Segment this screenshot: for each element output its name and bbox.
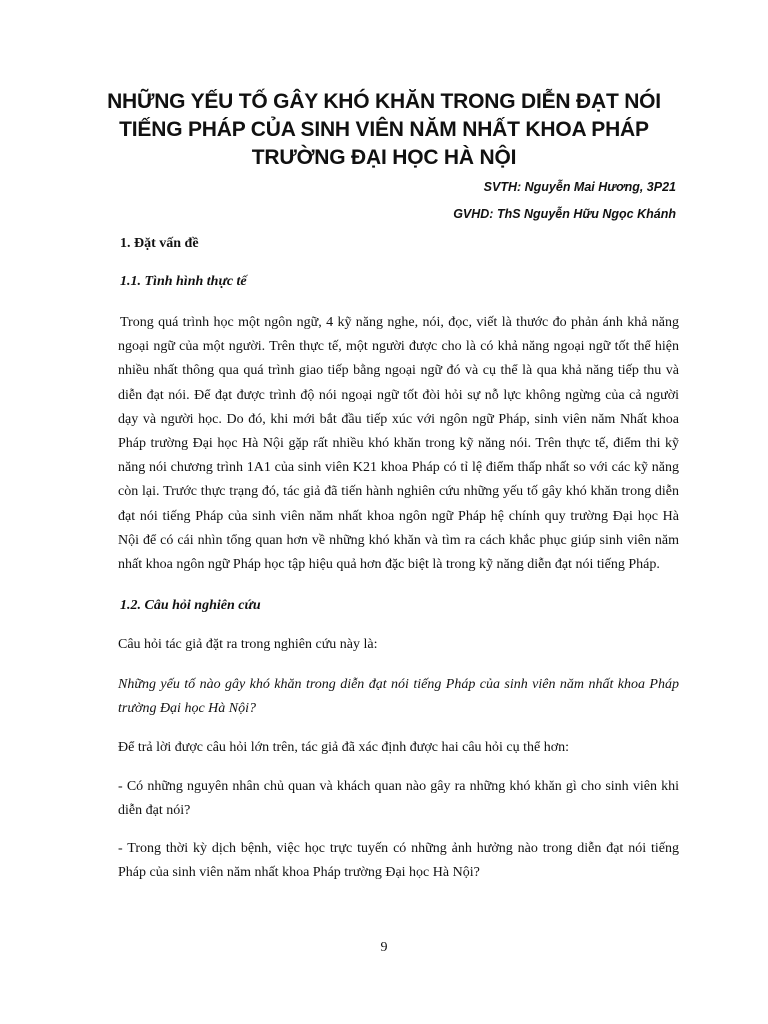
document-title [60, 88, 708, 172]
paragraph-question-lead: Để trả lời được câu hỏi lớn trên, tác giả đã xác định được hai câu hỏi cụ thể hơn: [118, 740, 570, 755]
student-author: SVTH: Nguyễn Mai Hương, 3P21 [483, 180, 676, 194]
title-line-2: TIẾNG PHÁP CỦA SINH VIÊN NĂM NHẤT KHOA PHÁP [119, 118, 649, 141]
research-question-2: - Trong thời kỳ dịch bệnh, việc học trực tuyến có những ảnh hưởng nào trong diễn đạt nói tiếng Pháp của sinh viên năm nhất khoa Pháp trường Đại học Hà Nội? [118, 841, 679, 881]
page-number: 9 [380, 940, 388, 955]
title-line-3: TRƯỜNG ĐẠI HỌC HÀ NỘI [251, 146, 517, 169]
research-question-1: - Có những nguyên nhân chủ quan và khách quan nào gây ra những khó khăn gì cho sinh viên khi diễn đạt nói? [118, 779, 679, 819]
section-heading-1: 1. Đặt vấn đề [120, 236, 199, 251]
paragraph-question-intro: Câu hỏi tác giả đặt ra trong nghiên cứu này là: [118, 637, 378, 652]
subsection-heading-1-2: 1.2. Câu hỏi nghiên cứu [120, 598, 261, 613]
paragraph-situation: Trong quá trình học một ngôn ngữ, 4 kỹ năng nghe, nói, đọc, viết là thước đo phản ánh khả năng ngoại ngữ của một người. Trên thực tế, một người được cho là có khả năng ngoại ngữ tốt thể hiện nhiều nhất thông qua quá trình giao tiếp bằng ngoại ngữ đó và cụ thể là qua khả năng tiếp thu và diễn đạt nói. Để đạt được trình độ nói ngoại ngữ tốt đòi hỏi sự nỗ lực không ngừng của cả người dạy và người học. Do đó, khi mới bắt đầu tiếp xúc với ngôn ngữ Pháp, sinh viên năm Nhất khoa Pháp trường Đại học Hà Nội gặp rất nhiều khó khăn trong kỹ năng nói. Trên thực tế, điểm thi kỹ năng nói chương trình 1A1 của sinh viên K21 khoa Pháp có tỉ lệ điểm thấp nhất so với các kỹ năng còn lại. Trước thực trạng đó, tác giả đã tiến hành nghiên cứu những yếu tố gây khó khăn trong diễn đạt nói tiếng Pháp của sinh viên năm nhất khoa ngôn ngữ Pháp hệ chính quy trường Đại học Hà Nội để có cái nhìn tổng quan hơn về những khó khăn và tìm ra cách khắc phục giúp sinh viên năm nhất khoa ngôn ngữ Pháp học tập hiệu quả hơn đặc biệt là trong kỹ năng diễn đạt nói tiếng Pháp. [118, 315, 679, 573]
title-line-1: NHỮNG YẾU TỐ GÂY KHÓ KHĂN TRONG DIỄN ĐẠT NÓI [107, 90, 661, 113]
subsection-heading-1-1: 1.1. Tình hình thực tế [120, 274, 247, 289]
paragraph-main-question: Những yếu tố nào gây khó khăn trong diễn đạt nói tiếng Pháp của sinh viên năm nhất khoa Pháp trường Đại học Hà Nội? [118, 677, 679, 717]
supervisor: GVHD: ThS Nguyễn Hữu Ngọc Khánh [453, 207, 676, 221]
